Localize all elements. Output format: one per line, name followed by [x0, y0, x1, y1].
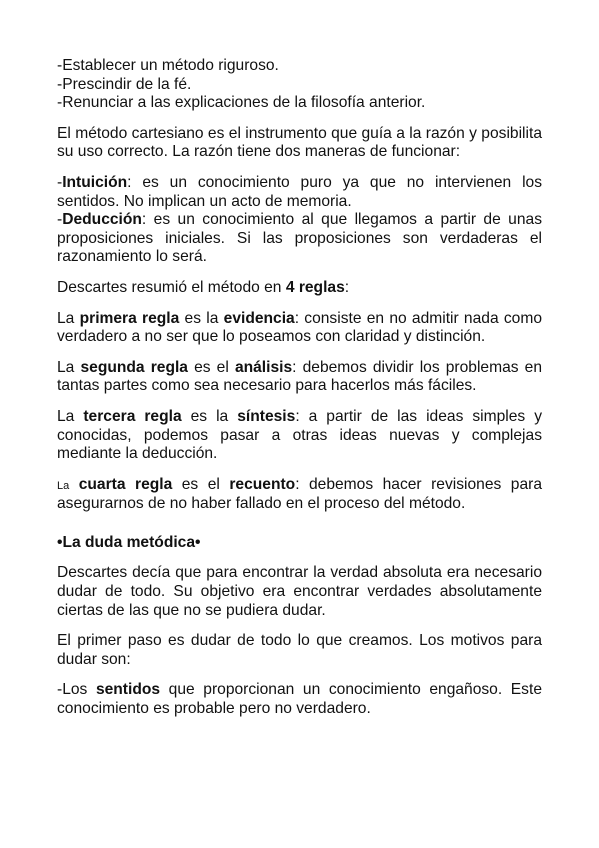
sentidos-term: sentidos: [95, 681, 161, 699]
sentidos-paragraph: [57, 681, 542, 718]
section-heading: •La duda metódica•: [57, 533, 201, 551]
text-run: La: [57, 479, 70, 492]
text-run: que proporcionan un conocimiento engañoso. Este conocimiento es probable pero no verdadero.: [57, 681, 542, 718]
list-item: -Establecer un método riguroso.: [57, 57, 279, 74]
list-item: -Prescindir de la fé.: [57, 75, 192, 93]
regla-concept: síntesis: [237, 407, 296, 425]
resumen-end: :: [344, 278, 350, 296]
text-run: -Los: [57, 681, 96, 699]
intuicion-item: [57, 174, 542, 210]
dash: -: [57, 173, 63, 191]
regla-term: segunda regla: [80, 358, 188, 376]
razon-modes: [57, 174, 542, 267]
regla-term: cuarta regla: [69, 475, 173, 493]
primer-paso-paragraph: El primer paso es dudar de todo lo que creamos. Los motivos para dudar son:: [57, 632, 542, 668]
text-run: La: [57, 309, 80, 327]
intuicion-term: Intuición: [62, 173, 128, 191]
intuicion-text: : es un conocimiento puro ya que no intervienen los sentidos. No implican un acto de memoria.: [57, 173, 542, 210]
regla-1-paragraph: [57, 310, 542, 347]
duda-paragraph: Descartes decía que para encontrar la verdad absoluta era necesario dudar de todo. Su objetivo era encontrar verdades absolutamente ciertas de las que no se pudiera dudar.: [57, 564, 542, 619]
regla-concept: evidencia: [223, 309, 295, 327]
text-run: La: [57, 358, 81, 376]
intro-list: [57, 57, 542, 113]
dash: -: [57, 211, 63, 229]
resumen-bold: 4 reglas: [285, 278, 345, 296]
text-run: es la: [181, 407, 238, 425]
text-run: es la: [179, 309, 224, 327]
resumen-paragraph: [57, 279, 542, 298]
regla-term: tercera regla: [83, 407, 182, 425]
list-item: -Renunciar a las explicaciones de la filosofía anterior.: [57, 94, 426, 112]
regla-term: primera regla: [79, 309, 180, 327]
deduccion-text: : es un conocimiento al que llegamos a partir de unas proposiciones iniciales. Si las proposiciones son verdaderas el razonamiento lo será.: [57, 211, 542, 266]
deduccion-term: Deducción: [62, 211, 142, 229]
resumen-text: Descartes resumió el método en: [57, 278, 286, 296]
text-run: : consiste en no admitir nada como verdadero a no ser que lo poseamos con claridad y distinción.: [57, 309, 542, 346]
regla-4-paragraph: [57, 476, 542, 514]
text-run: : a partir de las ideas simples y conocidas, podemos pasar a otras ideas nuevas y complejas mediante la deducción.: [57, 407, 543, 463]
regla-2-paragraph: [57, 359, 542, 396]
regla-3-paragraph: [57, 408, 542, 464]
regla-concept: análisis: [234, 358, 293, 376]
text-run: es el: [172, 475, 230, 493]
text-run: La: [57, 407, 84, 425]
regla-concept: recuento: [229, 475, 296, 493]
deduccion-item: [57, 211, 542, 265]
metodo-paragraph: El método cartesiano es el instrumento que guía a la razón y posibilita su uso correcto. La razón tiene dos maneras de funcionar:: [57, 124, 542, 161]
text-run: : debemos dividir los problemas en tantas partes como sea necesario para hacerlos más fáciles.: [57, 358, 543, 395]
text-run: es el: [187, 358, 235, 376]
text-run: : debemos hacer revisiones para asegurarnos de no haber fallado en el proceso del método.: [57, 475, 542, 513]
